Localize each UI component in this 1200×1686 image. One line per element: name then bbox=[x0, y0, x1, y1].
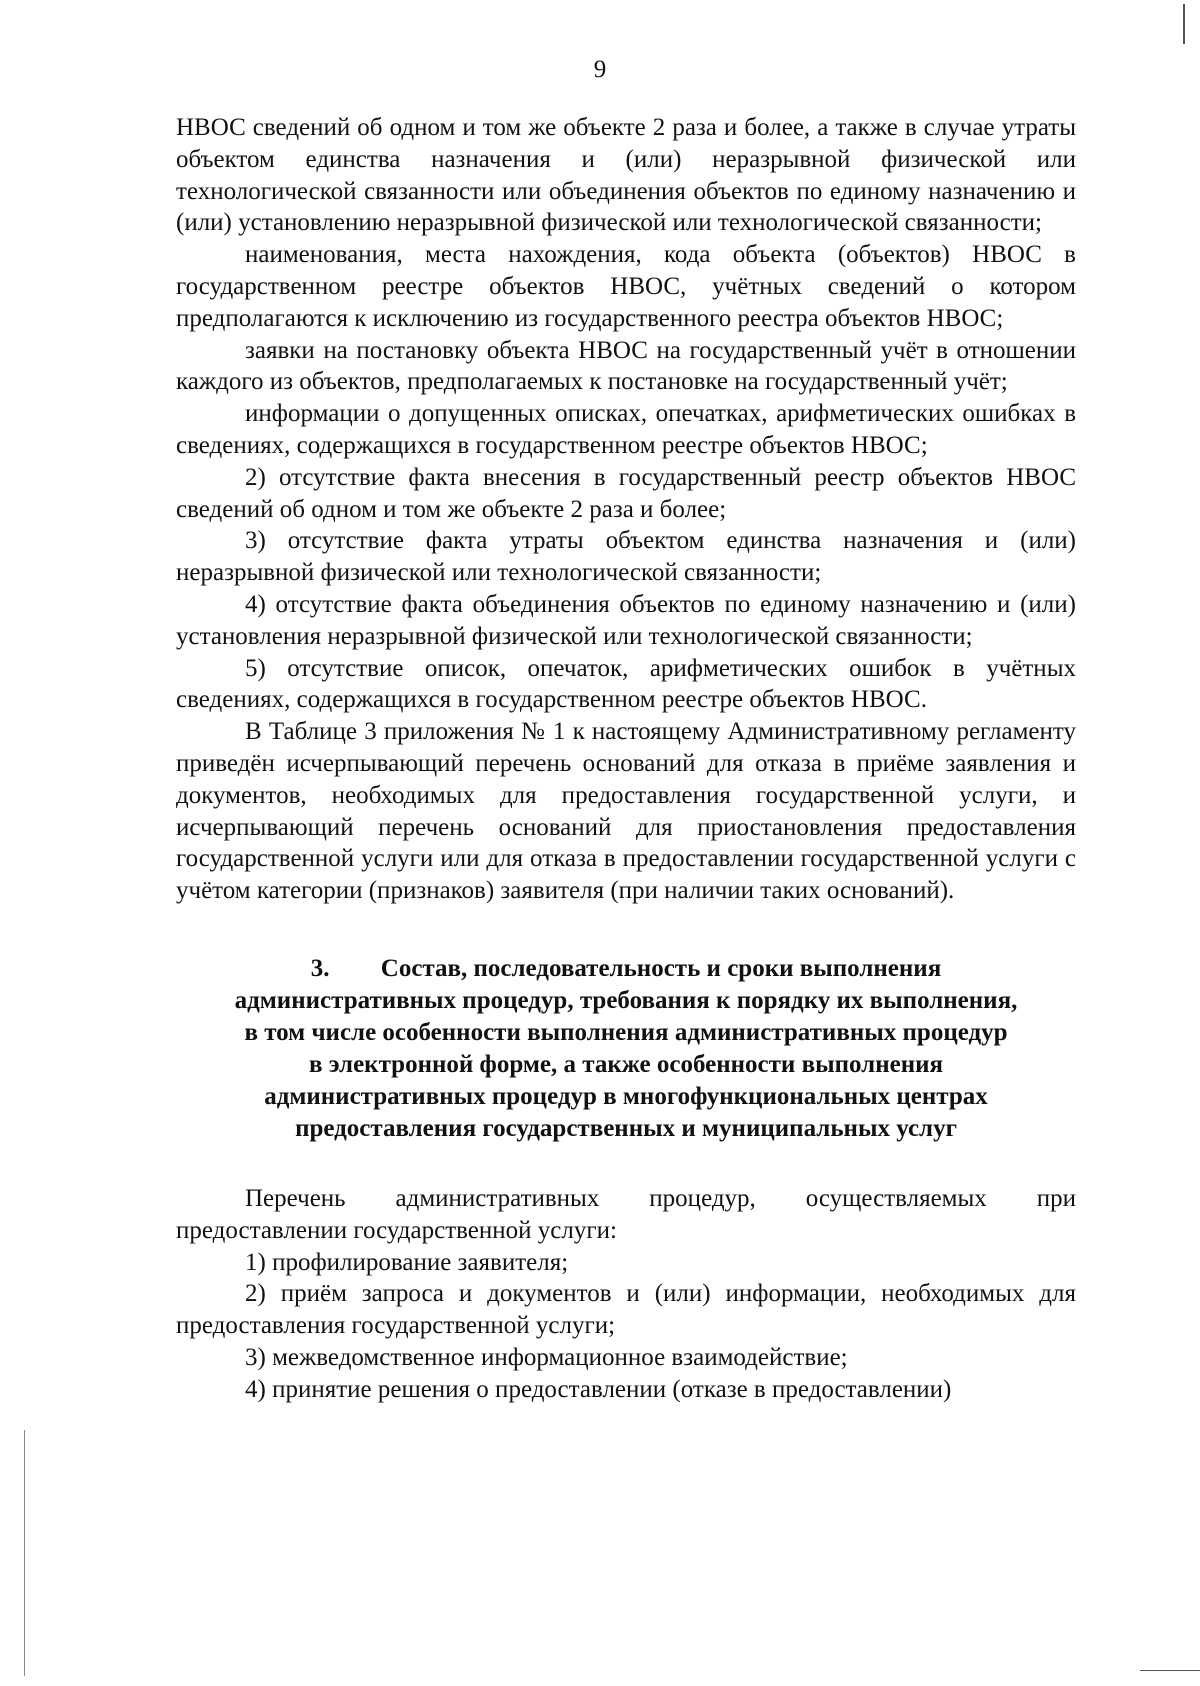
section-number: 3. bbox=[310, 954, 330, 982]
paragraph: Перечень административных процедур, осуществляемых при предоставлении государственной услуги: bbox=[176, 1184, 1076, 1244]
page-number: 9 bbox=[593, 56, 607, 83]
list-item: 3) отсутствие факта утраты объектом единства назначения и (или) неразрывной физической или технологической связанности; bbox=[176, 527, 1076, 587]
paragraph: наименования, места нахождения, кода объекта (объектов) НВОС в государственном реестре объектов НВОС, учётных сведений о котором предполагаются к исключению из государственного реестра объектов НВОС; bbox=[176, 241, 1076, 332]
list-item: 3) межведомственное информационное взаимодействие; bbox=[245, 1343, 848, 1371]
paragraph: В Таблице 3 приложения № 1 к настоящему Административному регламенту приведён исчерпывающий перечень оснований для отказа в приёме заявления и документов, необходимых для предоставления государственной услуги, и исчерпывающий перечень оснований для приостановления предоставления государственной услуги или для отказа в предоставлении государственной услуги с учётом категории (признаков) заявителя (при наличии таких оснований). bbox=[176, 718, 1076, 905]
section-title-line: административных процедур, требования к порядку их выполнения, bbox=[234, 986, 1018, 1014]
paragraph: заявки на постановку объекта НВОС на государственный учёт в отношении каждого из объектов, предполагаемых к постановке на государственный учёт; bbox=[176, 336, 1076, 396]
section-title-line: в том числе особенности выполнения административных процедур bbox=[244, 1018, 1008, 1046]
section-heading-line-1 bbox=[176, 953, 1076, 985]
paragraph: информации о допущенных описках, опечатках, арифметических ошибках в сведениях, содержащихся в государственном реестре объектов НВОС; bbox=[176, 400, 1076, 459]
list-item: 5) отсутствие описок, опечаток, арифметических ошибок в учётных сведениях, содержащихся в государственном реестре объектов НВОС. bbox=[176, 654, 1076, 714]
section-title-line: Состав, последовательность и сроки выполнения bbox=[380, 954, 942, 982]
scan-edge-mark bbox=[1183, 4, 1185, 44]
section-title-line: в электронной форме, а также особенности выполнения bbox=[308, 1050, 944, 1078]
scan-edge-mark bbox=[24, 1430, 25, 1676]
document-body bbox=[176, 112, 1076, 1406]
list-item: 1) профилирование заявителя; bbox=[245, 1248, 569, 1276]
section-heading bbox=[176, 953, 1076, 1145]
section-title-line: административных процедур в многофункциональных центрах bbox=[264, 1082, 988, 1110]
list-item: 4) отсутствие факта объединения объектов по единому назначению и (или) установления неразрывной физической или технологической связанности; bbox=[176, 590, 1076, 650]
list-item: 2) отсутствие факта внесения в государственный реестр объектов НВОС сведений об одном и том же объекте 2 раза и более; bbox=[176, 463, 1076, 523]
section-title-line: предоставления государственных и муниципальных услуг bbox=[295, 1114, 957, 1142]
list-item: 4) принятие решения о предоставлении (отказе в предоставлении) bbox=[245, 1375, 952, 1403]
paragraph: НВОС сведений об одном и том же объекте 2 раза и более, а также в случае утраты объектом единства назначения и (или) неразрывной физической или технологической связанности или объединения объектов по единому назначению и (или) установлению неразрывной физической или технологической связанности; bbox=[176, 114, 1076, 237]
scan-edge-mark bbox=[1140, 1670, 1200, 1671]
list-item: 2) приём запроса и документов и (или) информации, необходимых для предоставления государственной услуги; bbox=[176, 1280, 1076, 1340]
